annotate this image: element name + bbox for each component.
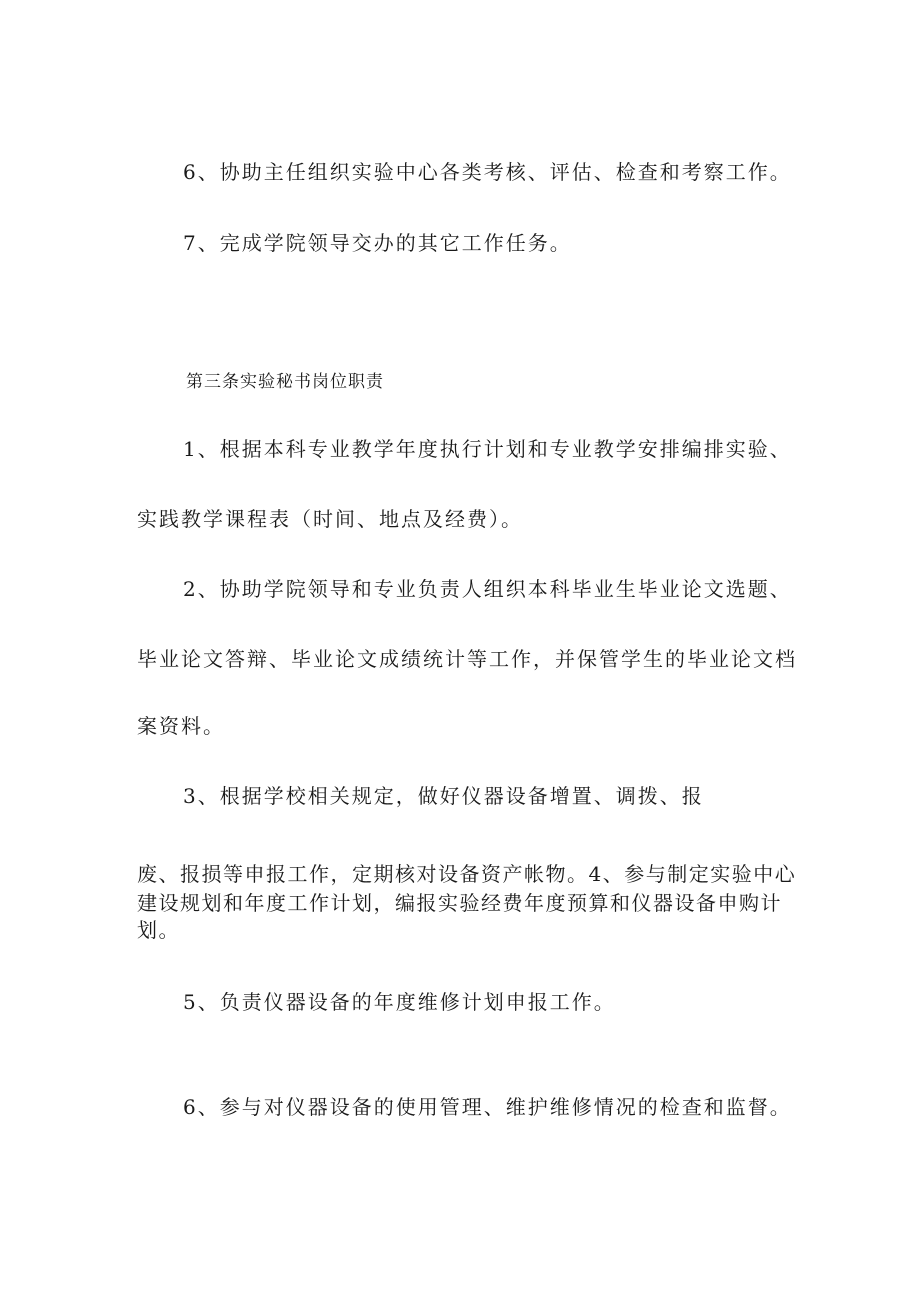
item-7-other-tasks: 7、完成学院领导交办的其它工作任务。 [183,231,572,255]
item-6-coordinate-assessments: 6、协助主任组织实验中心各类考核、评估、检查和考察工作。 [183,160,792,184]
item-3-line-2: 废、报损等申报工作，定期核对设备资产帐物。4、参与制定实验中心 [137,862,797,886]
item-2-line-2: 毕业论文答辩、毕业论文成绩统计等工作，并保管学生的毕业论文档 [137,647,797,671]
item-3-line-3: 建设规划和年度工作计划，编报实验经费年度预算和仪器设备申购计 [137,891,782,915]
item-3-line-1: 3、根据学校相关规定，做好仪器设备增置、调拨、报 [183,784,704,808]
item-1-line-1: 1、根据本科专业教学年度执行计划和专业教学安排编排实验、 [183,437,792,461]
item-2-line-3: 案资料。 [137,714,225,738]
item-6-equipment-inspection: 6、参与对仪器设备的使用管理、维护维修情况的检查和监督。 [183,1095,792,1119]
item-5-maintenance-plan: 5、负责仪器设备的年度维修计划申报工作。 [183,990,616,1014]
section-3-heading: 第三条实验秘书岗位职责 [186,372,384,392]
item-3-line-4: 划。 [137,918,180,942]
item-1-line-2: 实践教学课程表（时间、地点及经费）。 [137,507,523,531]
item-2-line-1: 2、协助学院领导和专业负责人组织本科毕业生毕业论文选题、 [183,577,792,601]
